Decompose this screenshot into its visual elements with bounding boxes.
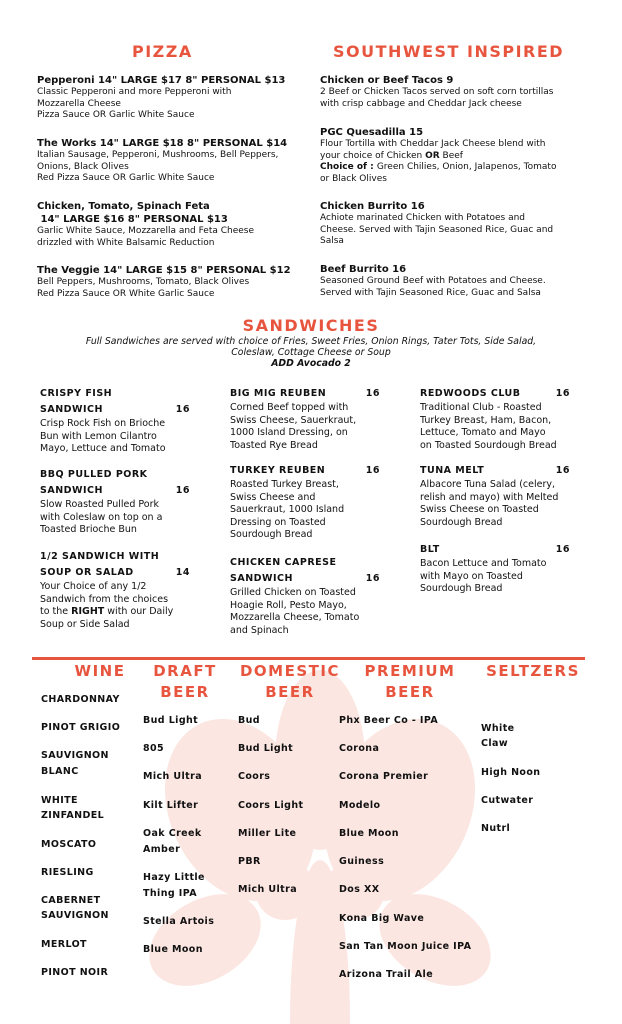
southwest-heading: SOUTHWEST INSPIRED	[333, 42, 565, 61]
item-desc-line: Turkey Breast, Ham, Bacon,	[420, 414, 552, 426]
wine-item: CHARDONNAY	[41, 694, 120, 705]
item-desc-line: Served with Tajin Seasoned Rice, Guac and Salsa	[320, 287, 541, 298]
item-desc-line: with Coleslaw on top on a	[40, 511, 163, 523]
wine-item: PINOT NOIR	[41, 967, 109, 978]
item-desc-line: Dressing on Toasted	[230, 516, 326, 528]
item-price: 16	[175, 404, 190, 415]
item-desc-line: Toasted Brioche Bun	[40, 524, 137, 535]
desc-text: with our Daily	[104, 606, 174, 617]
item-desc-line: Seasoned Ground Beef with Potatoes and Cheese.	[320, 276, 546, 286]
item-desc-line: Corned Beef topped with	[230, 402, 349, 413]
item-desc-line: Soup or Side Salad	[40, 618, 130, 630]
wine-item: PINOT GRIGIO	[41, 722, 121, 733]
note-line: ADD Avocado 2	[271, 358, 351, 369]
domestic-beer-item: Coors	[238, 771, 271, 782]
domestic-beer-item: Bud	[238, 715, 261, 726]
wine-item: SAUVIGNON	[41, 750, 109, 761]
menu-item-chicken-tomato-spinach-feta	[37, 200, 302, 249]
item-price: 16	[555, 465, 570, 476]
draft-beer-item: Oak Creek	[143, 828, 202, 839]
domestic-beer-item: Coors Light	[238, 800, 304, 811]
item-desc-line: Lettuce, Tomato and Mayo	[420, 427, 546, 438]
item-name-text: SANDWICH	[40, 404, 103, 415]
premium-beer-item: Guiness	[339, 856, 385, 867]
item-name: BBQ PULLED PORK	[40, 469, 148, 480]
item-desc-line: Cheese. Served with Tajin Seasoned Rice, Guac and	[320, 224, 554, 235]
item-desc-line: 2 Beef or Chicken Tacos served on soft corn tortillas	[320, 87, 554, 97]
menu-item-the-veggie	[37, 264, 302, 300]
item-desc-line: Swiss Cheese on Toasted	[420, 504, 539, 515]
item-price: 16	[365, 388, 380, 399]
draft-beer-heading	[140, 661, 230, 703]
seltzer-item: High Noon	[481, 767, 541, 778]
heading-line: PREMIUM	[364, 662, 456, 680]
item-name: 1/2 SANDWICH WITH	[40, 551, 160, 562]
item-desc-line: Albacore Tuna Salad (celery,	[420, 479, 555, 490]
wine-item: ZINFANDEL	[41, 810, 105, 821]
section-divider	[32, 657, 585, 660]
wine-heading	[60, 661, 140, 682]
item-name: Beef Burrito 16	[320, 264, 407, 275]
item-desc-line: and Spinach	[230, 624, 289, 636]
item-desc-line: Crisp Rock Fish on Brioche	[40, 418, 166, 429]
menu-item-tuna-melt	[420, 463, 570, 529]
pizza-heading: PIZZA	[132, 42, 193, 61]
item-price: 14	[175, 567, 190, 578]
menu-item-chicken-caprese	[230, 555, 380, 637]
menu-item-blt	[420, 542, 570, 596]
draft-beer-item: Thing IPA	[143, 888, 197, 899]
item-desc-line: Onions, Black Olives	[37, 161, 129, 172]
item-desc-line: Italian Sausage, Pepperoni, Mushrooms, Bell Peppers,	[37, 150, 279, 160]
item-name: The Works 14" LARGE $18 8" PERSONAL $14	[37, 138, 288, 149]
item-desc-line: Bun with Lemon Cilantro	[40, 430, 157, 442]
menu-item-the-works	[37, 137, 302, 185]
menu-item-bbq-pulled-pork	[40, 467, 190, 537]
heading-line: BEER	[160, 683, 210, 701]
item-desc-line	[40, 606, 190, 619]
domestic-beer-item: Mich Ultra	[238, 884, 298, 895]
draft-beer-item: Mich Ultra	[143, 771, 203, 782]
item-desc-line: Garlic White Sauce, Mozzarella and Feta Cheese	[37, 226, 255, 236]
item-desc-line: Classic Pepperoni and more Pepperoni with	[37, 87, 232, 97]
menu-item-crispy-fish	[40, 386, 190, 456]
item-name: Chicken or Beef Tacos 9	[320, 75, 454, 86]
item-desc-line: Sauerkraut, 1000 Island	[230, 504, 345, 515]
menu-item-turkey-reuben	[230, 463, 380, 542]
item-name: The Veggie 14" LARGE $15 8" PERSONAL $12	[37, 265, 291, 276]
item-desc-line: drizzled with White Balsamic Reduction	[37, 237, 215, 248]
item-price: 16	[555, 544, 570, 555]
premium-beer-heading	[355, 661, 465, 703]
item-name-line2	[40, 483, 190, 499]
seltzers-heading	[478, 661, 588, 682]
heading-line: DOMESTIC	[239, 662, 340, 680]
item-name-text: REDWOODS CLUB	[420, 388, 521, 399]
item-desc-line: Toasted Rye Bread	[230, 439, 318, 451]
item-desc-line: Flour Tortilla with Cheddar Jack Cheese blend with	[320, 139, 546, 149]
item-price: 16	[555, 388, 570, 399]
item-name-text: TURKEY REUBEN	[230, 465, 326, 476]
heading-line: DRAFT	[153, 662, 217, 680]
menu-item-half-sandwich	[40, 549, 190, 631]
item-name: Pepperoni 14" LARGE $17 8" PERSONAL $13	[37, 75, 286, 86]
heading-line: BEER	[265, 683, 315, 701]
premium-beer-item: Dos XX	[339, 884, 380, 895]
item-desc-line: Mayo, Lettuce and Tomato	[40, 443, 166, 454]
draft-beer-item: Stella Artois	[143, 916, 215, 927]
item-name: CRISPY FISH	[40, 388, 113, 399]
item-desc-line: Hoagie Roll, Pesto Mayo,	[230, 599, 347, 611]
item-price: 16	[175, 485, 190, 496]
menu-item-big-mig-reuben	[230, 386, 380, 452]
item-name-text: TUNA MELT	[420, 465, 485, 476]
item-price: 16	[365, 465, 380, 476]
desc-text: your choice of Chicken	[320, 150, 426, 161]
item-desc-line: Swiss Cheese and	[230, 491, 316, 503]
premium-beer-item: Corona	[339, 743, 380, 754]
item-name: Chicken, Tomato, Spinach Feta	[37, 201, 210, 212]
item-desc-line: with crisp cabbage and Cheddar Jack cheese	[320, 98, 522, 109]
seltzer-item: Nutrl	[481, 823, 511, 834]
item-desc-line: Achiote marinated Chicken with Potatoes and	[320, 213, 526, 223]
item-name-line	[420, 542, 570, 558]
draft-beer-item: Blue Moon	[143, 944, 203, 955]
desc-text: to the	[40, 606, 72, 617]
item-name-line2	[230, 571, 380, 587]
premium-beer-item: Blue Moon	[339, 828, 399, 839]
wine-item: WHITE	[41, 795, 78, 806]
desc-emphasis: RIGHT	[71, 606, 105, 617]
item-desc-line: Traditional Club - Roasted	[420, 402, 542, 413]
item-desc-line: with Mayo on Toasted	[420, 570, 523, 582]
draft-beer-item: 805	[143, 743, 165, 754]
item-desc-line: Salsa	[320, 236, 344, 246]
item-name: PGC Quesadilla 15	[320, 127, 424, 138]
heading-line: BEER	[385, 683, 435, 701]
item-desc-line: Pizza Sauce OR Garlic White Sauce	[37, 110, 195, 120]
item-desc-line: Red Pizza Sauce OR White Garlic Sauce	[37, 288, 215, 299]
item-desc-line: Roasted Turkey Breast,	[230, 479, 339, 490]
wine-item: BLANC	[41, 766, 79, 777]
item-name-line	[420, 463, 570, 479]
sandwiches-heading: SANDWICHES	[242, 316, 380, 335]
item-price-line: 14" LARGE $16 8" PERSONAL $13	[37, 214, 228, 225]
note-line: Coleslaw, Cottage Cheese or Soup	[231, 347, 391, 358]
premium-beer-item: Kona Big Wave	[339, 913, 425, 924]
item-desc-line: Sourdough Bread	[420, 583, 503, 594]
note-line: Full Sandwiches are served with choice of Fries, Sweet Fries, Onion Rings, Tater Tots, Side Salad,	[85, 336, 537, 347]
premium-beer-item: San Tan Moon Juice IPA	[339, 941, 472, 952]
menu-item-pepperoni	[37, 74, 302, 122]
item-name-text: BIG MIG REUBEN	[230, 388, 327, 399]
item-desc-line: Slow Roasted Pulled Pork	[40, 499, 160, 510]
item-desc-line: Mozzarella Cheese, Tomato	[230, 612, 360, 623]
item-desc-line: Red Pizza Sauce OR Garlic White Sauce	[37, 173, 215, 183]
premium-beer-item: Corona Premier	[339, 771, 429, 782]
desc-text: Green Chilies, Onion, Jalapenos, Tomato	[376, 162, 557, 172]
item-name-line	[420, 386, 570, 402]
heading-line: SELTZERS	[486, 662, 580, 680]
premium-beer-item: Arizona Trail Ale	[339, 969, 434, 980]
item-name-line2	[40, 402, 190, 418]
menu-item-quesadilla	[320, 126, 590, 185]
wine-item: CABERNET	[41, 895, 101, 906]
menu-item-chicken-burrito	[320, 200, 590, 248]
item-name: Chicken Burrito 16	[320, 201, 425, 212]
item-desc-line	[320, 162, 590, 174]
choice-label: Choice of :	[320, 162, 377, 172]
domestic-beer-item: Miller Lite	[238, 828, 297, 839]
domestic-beer-item: Bud Light	[238, 743, 294, 754]
desc-emphasis: OR	[425, 150, 440, 161]
item-name-text: SANDWICH	[40, 485, 103, 496]
item-name-line	[230, 463, 380, 479]
draft-beer-item: Hazy Little	[143, 872, 205, 883]
draft-beer-item: Bud Light	[143, 715, 199, 726]
item-desc-line: Sourdough Bread	[420, 516, 503, 528]
item-name-text: BLT	[420, 544, 440, 555]
item-desc-line: Your Choice of any 1/2	[40, 581, 147, 592]
item-desc-line: Bacon Lettuce and Tomato	[420, 558, 547, 569]
item-desc-line: 1000 Island Dressing, on	[230, 427, 348, 438]
item-desc-line: Mozzarella Cheese	[37, 98, 121, 109]
premium-beer-item: Modelo	[339, 800, 381, 811]
seltzer-item: White	[481, 723, 515, 734]
heading-line: WINE	[74, 662, 126, 680]
wine-item: SAUVIGNON	[41, 910, 109, 921]
draft-beer-item: Amber	[143, 844, 181, 855]
item-desc-line: Swiss Cheese, Sauerkraut,	[230, 414, 357, 426]
premium-beer-item: Phx Beer Co - IPA	[339, 715, 439, 726]
wine-item: RIESLING	[41, 867, 94, 878]
item-name-text: SANDWICH	[230, 573, 293, 584]
item-name-line2	[40, 565, 190, 581]
item-price: 16	[365, 573, 380, 584]
item-desc-line: Sandwich from the choices	[40, 593, 169, 605]
desc-text: Beef	[439, 150, 463, 161]
item-desc-line: relish and mayo) with Melted	[420, 491, 559, 503]
domestic-beer-item: PBR	[238, 856, 261, 867]
item-desc-line: Bell Peppers, Mushrooms, Tomato, Black Olives	[37, 277, 250, 287]
wine-item: MERLOT	[41, 939, 87, 950]
menu-item-tacos	[320, 74, 590, 110]
item-name: CHICKEN CAPRESE	[230, 557, 337, 568]
seltzer-item: Claw	[481, 738, 509, 749]
seltzer-item: Cutwater	[481, 795, 534, 806]
menu-item-redwoods-club	[420, 386, 570, 452]
item-desc-line	[320, 151, 590, 163]
item-name-line	[230, 386, 380, 402]
menu-item-beef-burrito	[320, 263, 590, 299]
item-desc-line: or Black Olives	[320, 173, 387, 184]
item-desc-line: on Toasted Sourdough Bread	[420, 439, 557, 451]
draft-beer-item: Kilt Lifter	[143, 800, 199, 811]
item-desc-line: Sourdough Bread	[230, 529, 313, 540]
item-desc-line: Grilled Chicken on Toasted	[230, 587, 356, 598]
sandwiches-note	[0, 336, 622, 369]
wine-item: MOSCATO	[41, 839, 97, 850]
domestic-beer-heading	[232, 661, 348, 703]
item-name-text: SOUP OR SALAD	[40, 567, 134, 578]
